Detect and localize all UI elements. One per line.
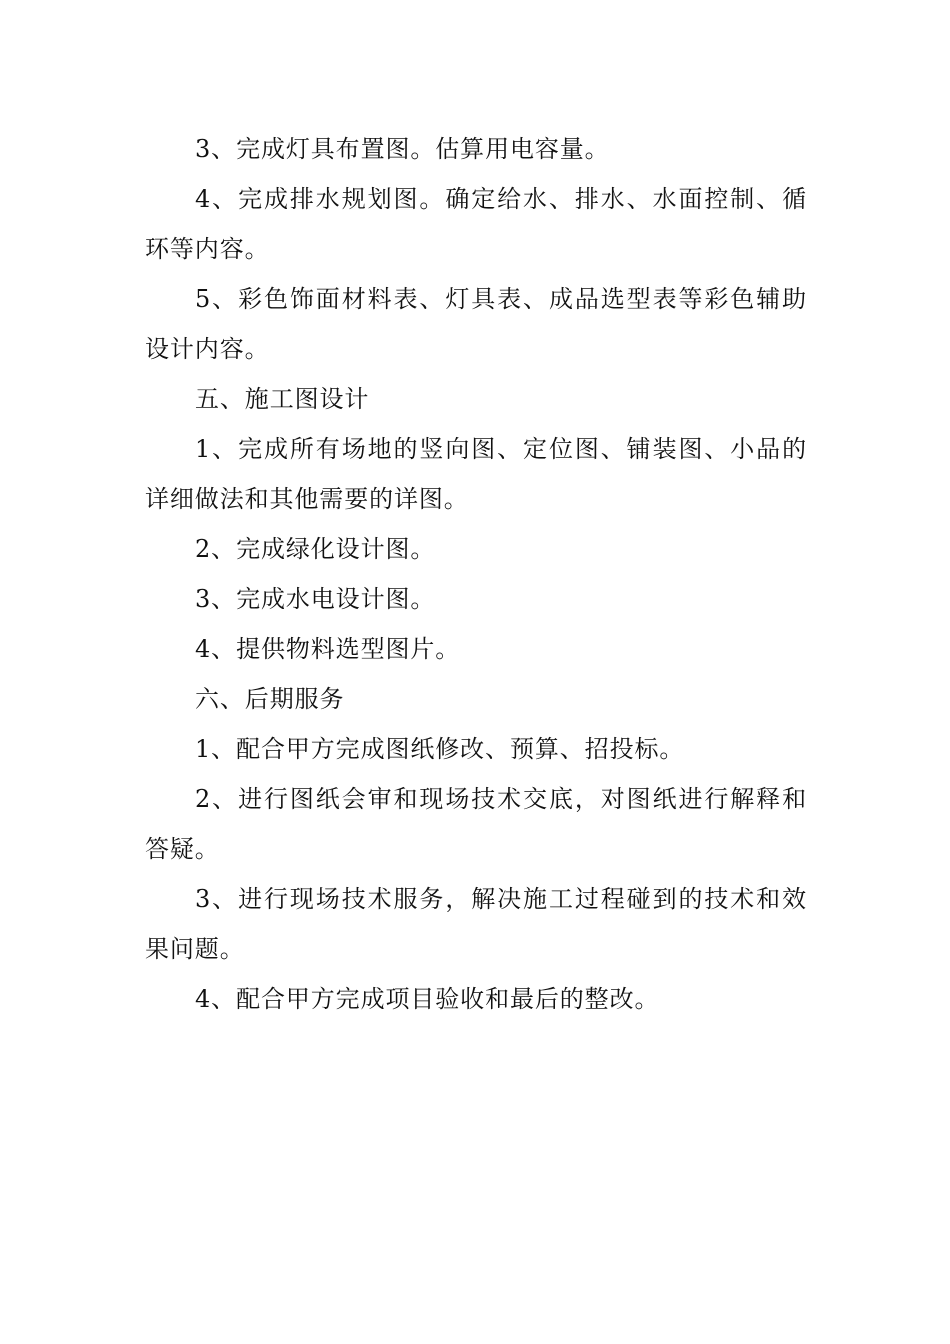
item-acceptance: 4、配合甲方完成项目验收和最后的整改。: [195, 985, 660, 1013]
item-greening-design: 2、完成绿化设计图。: [195, 535, 436, 563]
item-lighting-layout: 3、完成灯具布置图。估算用电容量。: [195, 135, 610, 163]
item-material-photos: 4、提供物料选型图片。: [195, 635, 461, 663]
item-onsite-service: 3、进行现场技术服务，解决施工过程碰到的技术和效果问题。: [145, 885, 807, 963]
item-drainage-plan: 4、完成排水规划图。确定给水、排水、水面控制、循环等内容。: [145, 185, 807, 263]
section-heading-construction-design: 五、施工图设计: [195, 385, 370, 413]
item-drawing-review: 2、进行图纸会审和现场技术交底，对图纸进行解释和答疑。: [145, 785, 807, 863]
item-drawing-revision: 1、配合甲方完成图纸修改、预算、招投标。: [195, 735, 685, 763]
item-color-materials: 5、彩色饰面材料表、灯具表、成品选型表等彩色辅助设计内容。: [145, 285, 807, 363]
item-water-electric-design: 3、完成水电设计图。: [195, 585, 436, 613]
section-heading-after-service: 六、后期服务: [195, 685, 345, 713]
item-site-drawings: 1、完成所有场地的竖向图、定位图、铺装图、小品的详细做法和其他需要的详图。: [145, 435, 807, 513]
document-page: [145, 124, 807, 1024]
